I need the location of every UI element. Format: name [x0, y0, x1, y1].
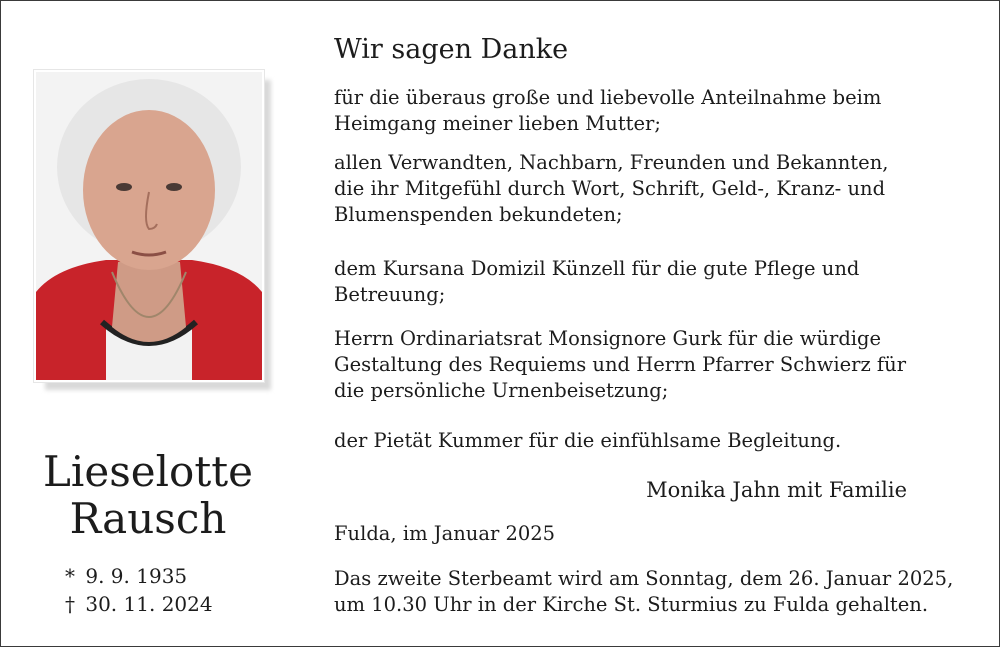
paragraph-line: Gestaltung des Requiems und Herrn Pfarrer Schwierz für — [334, 353, 907, 376]
thanks-paragraph — [334, 256, 974, 308]
death-date-line — [61, 590, 213, 618]
thanks-paragraph — [334, 85, 974, 137]
paragraph-line: die ihr Mitgefühl durch Wort, Schrift, Geld-, Kranz- und — [334, 177, 886, 200]
notice-title: Wir sagen Danke — [334, 34, 569, 65]
death-date: 30. 11. 2024 — [85, 592, 213, 616]
paragraph-line: dem Kursana Domizil Künzell für die gute Pflege und — [334, 257, 860, 280]
paragraph-line: Betreuung; — [334, 283, 446, 306]
paragraph-line: Herrn Ordinariatsrat Monsignore Gurk für die würdige — [334, 327, 882, 350]
thanks-paragraph — [334, 150, 974, 228]
birth-date: 9. 9. 1935 — [85, 564, 188, 588]
paragraph-line: Heimgang meiner lieben Mutter; — [334, 112, 661, 135]
paragraph-line: Blumenspenden bekundeten; — [334, 203, 623, 226]
portrait-image — [36, 72, 262, 380]
deceased-first-name: Lieselotte — [43, 447, 253, 496]
paragraph-line: für die überaus große und liebevolle Anteilnahme beim — [334, 86, 882, 109]
birth-symbol: * — [65, 564, 75, 588]
paragraph-line: der Pietät Kummer für die einfühlsame Begleitung. — [334, 429, 842, 452]
thanks-paragraph — [334, 326, 974, 404]
death-symbol: † — [65, 592, 75, 616]
service-line: um 10.30 Uhr in der Kirche St. Sturmius zu Fulda gehalten. — [334, 593, 929, 616]
signature: Monika Jahn mit Familie — [646, 478, 907, 502]
paragraph-line: allen Verwandten, Nachbarn, Freunden und Bekannten, — [334, 151, 889, 174]
deceased-last-name: Rausch — [69, 494, 227, 543]
paragraph-line: die persönliche Urnenbeisetzung; — [334, 379, 669, 402]
service-announcement — [334, 566, 974, 618]
service-line: Das zweite Sterbeamt wird am Sonntag, dem 26. Januar 2025, — [334, 567, 954, 590]
thanks-paragraph — [334, 428, 974, 454]
portrait-photo — [34, 70, 264, 382]
birth-date-line — [61, 562, 187, 590]
place-date: Fulda, im Januar 2025 — [334, 522, 556, 545]
